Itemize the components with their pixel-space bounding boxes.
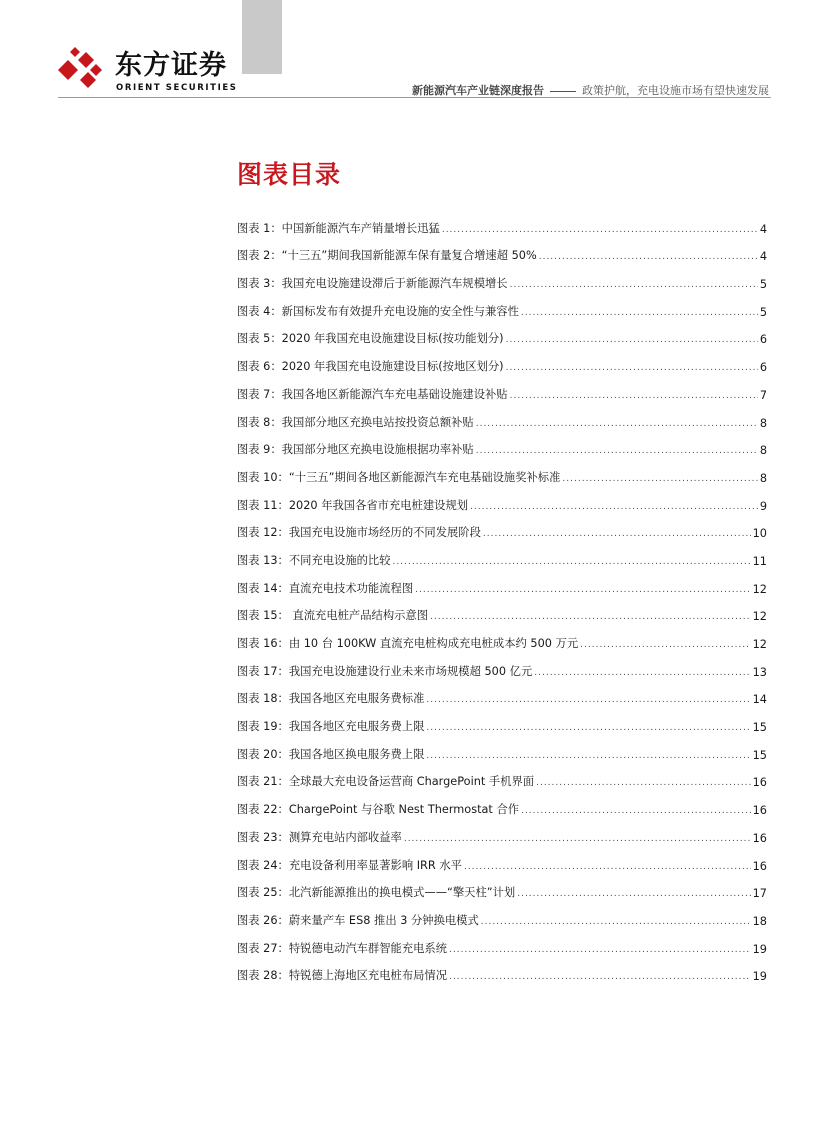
toc-entry-page: 6 bbox=[759, 333, 767, 347]
company-logo bbox=[58, 46, 238, 96]
toc-dot-leader bbox=[510, 280, 758, 291]
toc-entry[interactable] bbox=[237, 319, 767, 347]
toc-entry-label: 图表 28：特锐德上海地区充电桩布局情况 bbox=[237, 969, 448, 983]
toc-entry-label: 图表 22：ChargePoint 与谷歌 Nest Thermostat 合作 bbox=[237, 803, 520, 817]
toc-entry[interactable] bbox=[237, 651, 767, 679]
toc-entry-page: 4 bbox=[759, 250, 767, 264]
toc-entry-label: 图表 8：我国部分地区充换电站按投资总额补贴 bbox=[237, 415, 474, 429]
figure-table-of-contents bbox=[237, 208, 767, 983]
toc-dot-leader bbox=[521, 806, 751, 817]
toc-entry[interactable] bbox=[237, 706, 767, 734]
toc-entry-label: 图表 23：测算充电站内部收益率 bbox=[237, 830, 402, 844]
brand-name-cn: 东方证券 bbox=[115, 50, 227, 81]
toc-dot-leader bbox=[430, 612, 751, 623]
toc-entry-page: 10 bbox=[752, 527, 767, 541]
toc-entry[interactable] bbox=[237, 596, 767, 624]
toc-dot-leader bbox=[393, 557, 751, 568]
toc-entry[interactable] bbox=[237, 789, 767, 817]
toc-entry-page: 15 bbox=[752, 748, 767, 762]
toc-entry-page: 7 bbox=[759, 388, 767, 402]
toc-entry-page: 12 bbox=[752, 610, 767, 624]
toc-dot-leader bbox=[415, 585, 751, 596]
toc-entry-label: 图表 5：2020 年我国充电设施建设目标(按功能划分) bbox=[237, 332, 504, 346]
toc-entry[interactable] bbox=[237, 568, 767, 596]
toc-entry[interactable] bbox=[237, 734, 767, 762]
report-series: 新能源汽车产业链深度报告 bbox=[412, 84, 544, 97]
page-title: 图表目录 bbox=[237, 160, 342, 189]
toc-entry-label: 图表 17：我国充电设施建设行业未来市场规模超 500 亿元 bbox=[237, 664, 533, 678]
toc-entry-label: 图表 9：我国部分地区充换电设施根据功率补贴 bbox=[237, 443, 474, 457]
toc-dot-leader bbox=[562, 474, 757, 485]
toc-entry[interactable] bbox=[237, 208, 767, 236]
toc-dot-leader bbox=[426, 695, 750, 706]
toc-dot-leader bbox=[517, 889, 750, 900]
toc-dot-leader bbox=[536, 778, 751, 789]
toc-dot-leader bbox=[476, 446, 758, 457]
toc-dot-leader bbox=[426, 723, 750, 734]
toc-entry-label: 图表 16：由 10 台 100KW 直流充电桩构成充电桩成本约 500 万元 bbox=[237, 637, 579, 650]
toc-entry-page: 19 bbox=[752, 970, 767, 984]
toc-entry-page: 5 bbox=[759, 305, 767, 319]
toc-dot-leader bbox=[534, 668, 750, 679]
toc-entry-label: 图表 21：全球最大充电设备运营商 ChargePoint 手机界面 bbox=[237, 775, 535, 789]
header-divider bbox=[58, 97, 771, 98]
toc-dot-leader bbox=[521, 308, 758, 319]
toc-entry[interactable] bbox=[237, 485, 767, 513]
toc-entry-label: 图表 11：2020 年我国各省市充电桩建设规划 bbox=[237, 498, 469, 512]
toc-entry[interactable] bbox=[237, 623, 767, 651]
toc-entry-label: 图表 12：我国充电设施市场经历的不同发展阶段 bbox=[237, 526, 481, 540]
toc-entry-label: 图表 24：充电设备利用率显著影响 IRR 水平 bbox=[237, 858, 462, 872]
toc-entry-label: 图表 20：我国各地区换电服务费上限 bbox=[237, 747, 425, 761]
toc-entry-page: 13 bbox=[752, 665, 767, 679]
toc-entry-page: 12 bbox=[752, 582, 767, 596]
toc-dot-leader bbox=[404, 834, 751, 845]
toc-entry-page: 6 bbox=[759, 361, 767, 375]
toc-dot-leader bbox=[442, 225, 758, 236]
toc-dot-leader bbox=[580, 640, 750, 651]
toc-entry[interactable] bbox=[237, 679, 767, 707]
toc-entry-page: 16 bbox=[752, 859, 767, 873]
toc-entry[interactable] bbox=[237, 374, 767, 402]
toc-entry-label: 图表 27：特锐德电动汽车群智能充电系统 bbox=[237, 941, 448, 955]
toc-entry[interactable] bbox=[237, 236, 767, 264]
toc-entry-page: 19 bbox=[752, 942, 767, 956]
toc-entry[interactable] bbox=[237, 540, 767, 568]
toc-dot-leader bbox=[483, 529, 751, 540]
toc-entry-page: 8 bbox=[759, 471, 767, 485]
toc-dot-leader bbox=[510, 391, 758, 402]
toc-entry-label: 图表 18：我国各地区充电服务费标准 bbox=[237, 692, 425, 706]
toc-entry[interactable] bbox=[237, 513, 767, 541]
toc-dot-leader bbox=[539, 252, 758, 263]
toc-entry[interactable] bbox=[237, 928, 767, 956]
toc-dot-leader bbox=[470, 502, 758, 513]
header-dash bbox=[550, 91, 576, 92]
toc-entry-label: 图表 10：“十三五”期间各地区新能源汽车充电基础设施奖补标准 bbox=[237, 470, 561, 484]
toc-entry-page: 9 bbox=[759, 499, 767, 513]
toc-entry[interactable] bbox=[237, 956, 767, 984]
toc-entry-label: 图表 26：蔚来量产车 ES8 推出 3 分钟换电模式 bbox=[237, 913, 479, 927]
toc-entry-page: 16 bbox=[752, 776, 767, 790]
toc-entry-page: 16 bbox=[752, 831, 767, 845]
toc-entry-label: 图表 19：我国各地区充电服务费上限 bbox=[237, 720, 425, 734]
toc-entry[interactable] bbox=[237, 402, 767, 430]
toc-entry-label: 图表 13：不同充电设施的比较 bbox=[237, 553, 391, 567]
toc-entry-label: 图表 3：我国充电设施建设滞后于新能源汽车规模增长 bbox=[237, 277, 508, 291]
toc-dot-leader bbox=[426, 751, 750, 762]
toc-dot-leader bbox=[481, 917, 751, 928]
toc-entry-page: 14 bbox=[752, 693, 767, 707]
toc-dot-leader bbox=[449, 972, 751, 983]
header-gray-block bbox=[242, 0, 282, 74]
toc-entry-page: 12 bbox=[752, 638, 767, 651]
toc-entry-label: 图表 14：直流充电技术功能流程图 bbox=[237, 581, 414, 595]
toc-entry-label: 图表 6：2020 年我国充电设施建设目标(按地区划分) bbox=[237, 360, 504, 374]
toc-entry-page: 5 bbox=[759, 278, 767, 292]
toc-entry-page: 8 bbox=[759, 416, 767, 430]
toc-entry-page: 17 bbox=[752, 887, 767, 901]
toc-entry[interactable] bbox=[237, 762, 767, 790]
toc-dot-leader bbox=[506, 363, 758, 374]
toc-dot-leader bbox=[449, 945, 751, 956]
toc-entry[interactable] bbox=[237, 873, 767, 901]
toc-entry-page: 11 bbox=[752, 554, 767, 568]
toc-entry-label: 图表 15： 直流充电桩产品结构示意图 bbox=[237, 609, 429, 623]
toc-entry-label: 图表 25：北汽新能源推出的换电模式——“擎天柱”计划 bbox=[237, 886, 516, 900]
toc-entry[interactable] bbox=[237, 263, 767, 291]
orient-logo-icon bbox=[58, 46, 106, 94]
toc-entry-label: 图表 4：新国标发布有效提升充电设施的安全性与兼容性 bbox=[237, 304, 519, 318]
toc-entry[interactable] bbox=[237, 817, 767, 845]
toc-entry-label: 图表 7：我国各地区新能源汽车充电基础设施建设补贴 bbox=[237, 387, 508, 401]
toc-entry[interactable] bbox=[237, 900, 767, 928]
toc-dot-leader bbox=[506, 335, 758, 346]
toc-entry-page: 16 bbox=[752, 804, 767, 818]
toc-entry-page: 18 bbox=[752, 914, 767, 928]
toc-entry[interactable] bbox=[237, 845, 767, 873]
brand-name-en: ORIENT SECURITIES bbox=[116, 83, 238, 93]
toc-entry[interactable] bbox=[237, 346, 767, 374]
toc-dot-leader bbox=[464, 862, 751, 873]
toc-entry-page: 15 bbox=[752, 721, 767, 735]
toc-dot-leader bbox=[476, 419, 758, 430]
toc-entry[interactable] bbox=[237, 291, 767, 319]
report-title: 政策护航，充电设施市场有望快速发展 bbox=[582, 84, 769, 97]
toc-entry-page: 8 bbox=[759, 444, 767, 458]
toc-entry-label: 图表 1：中国新能源汽车产销量增长迅猛 bbox=[237, 221, 440, 235]
toc-entry-page: 4 bbox=[759, 222, 767, 236]
header-report-line bbox=[412, 82, 769, 98]
toc-entry-label: 图表 2：“十三五”期间我国新能源车保有量复合增速超 50% bbox=[237, 249, 537, 263]
toc-entry[interactable] bbox=[237, 457, 767, 485]
toc-entry[interactable] bbox=[237, 430, 767, 458]
